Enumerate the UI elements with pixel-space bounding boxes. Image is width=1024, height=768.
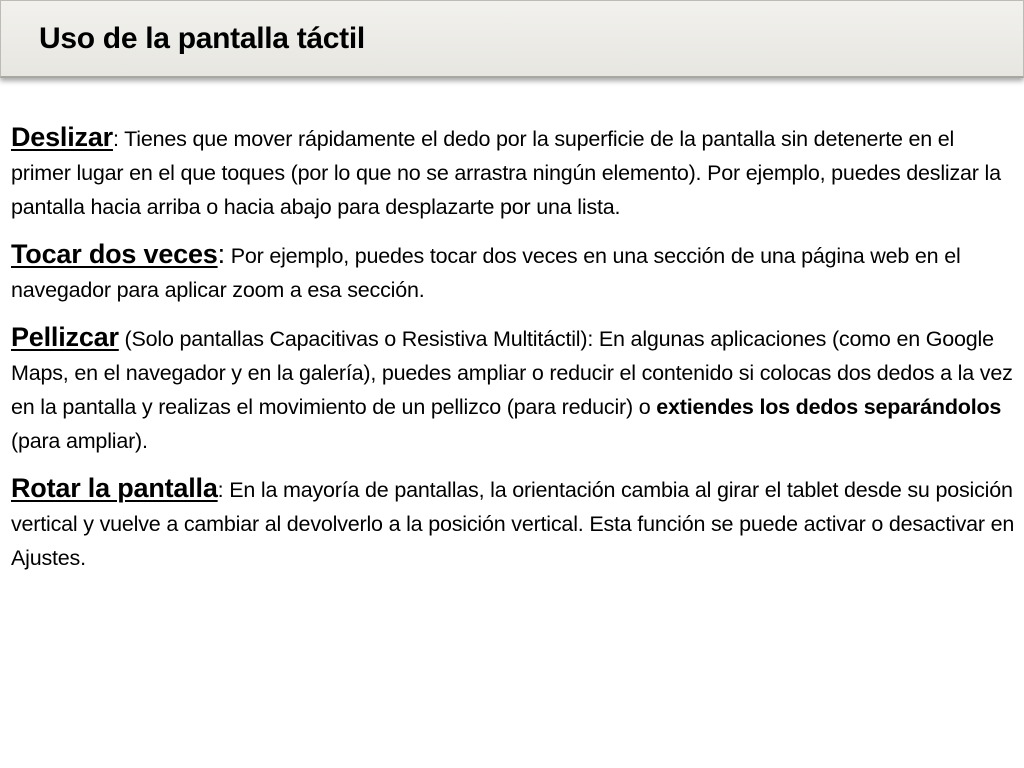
term-deslizar: Deslizar <box>11 122 113 152</box>
paragraph-pellizcar <box>11 320 1015 458</box>
description-pellizcar-start: (Solo pantallas Capacitivas o Resistiva Multitáctil): En algunas aplicaciones (como en Google Maps, en el navegador y en la galería), puedes ampliar o reducir el contenido si colocas dos dedos a la vez en la pantalla y realizas el movimiento de un pellizco (para reducir) o <box>11 327 1013 419</box>
title-bar <box>0 0 1024 78</box>
term-separator: : <box>217 239 225 269</box>
term-separator: : <box>217 478 224 502</box>
description-rotar-la-pantalla: En la mayoría de pantallas, la orientación cambia al girar el tablet desde su posición vertical y vuelve a cambiar al devolverlo a la posición vertical. Esta función se puede activar o desactivar en Ajustes. <box>11 478 1015 570</box>
term-tocar-dos-veces: Tocar dos veces <box>11 239 218 269</box>
term-rotar-la-pantalla: Rotar la pantalla <box>11 473 218 503</box>
term-separator: : <box>112 127 119 151</box>
description-tocar-dos-veces: Por ejemplo, puedes tocar dos veces en una sección de una página web en el navegador para aplicar zoom a esa sección. <box>11 244 961 302</box>
paragraph-tocar-dos-veces <box>11 237 1015 307</box>
paragraph-rotar-la-pantalla <box>11 471 1015 575</box>
paragraph-deslizar <box>11 120 1015 224</box>
description-deslizar: Tienes que mover rápidamente el dedo por la superficie de la pantalla sin detenerte en el primer lugar en el que toques (por lo que no se arrastra ningún elemento). Por ejemplo, puedes deslizar la pantalla hacia arriba o hacia abajo para desplazarte por una lista. <box>11 127 1001 219</box>
term-pellizcar: Pellizcar <box>11 322 119 352</box>
description-pellizcar-emphasis: extiendes los dedos separándolos <box>656 395 1002 419</box>
page-title: Uso de la pantalla táctil <box>39 22 365 55</box>
content-area <box>11 120 1015 588</box>
description-pellizcar-end: (para ampliar). <box>11 429 148 453</box>
